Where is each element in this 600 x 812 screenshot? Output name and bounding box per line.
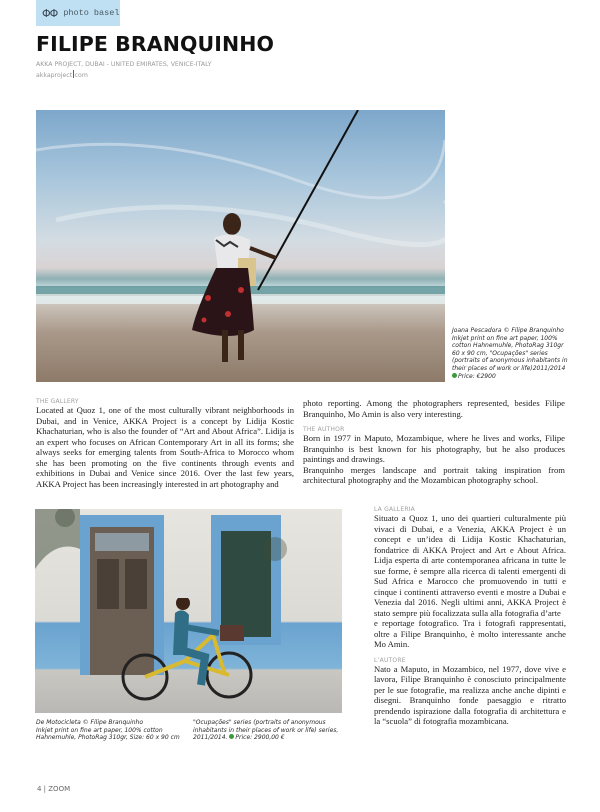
english-gallery-column	[36, 398, 294, 489]
photo-caption-de-motocicleta	[36, 719, 186, 742]
caption-line: inhabitants in their places of work or life) series,	[193, 726, 339, 734]
section-label-gallery: THE GALLERY	[36, 398, 79, 405]
caption-line: their places of work or life)2011/2014	[452, 364, 566, 372]
caption-line: Joana Pescadora © Filipe Branquinho	[452, 327, 564, 334]
caption-line: Inkjet print on fine art paper, 100%	[452, 334, 558, 342]
caption-line: De Motocicleta © Filipe Branquinho	[36, 719, 144, 726]
price: Price: 2900,00 €	[235, 734, 285, 742]
logo-text: photo basel	[63, 8, 120, 18]
price-line	[193, 734, 353, 742]
photo-caption-joana-pescadora	[452, 327, 594, 380]
caption-line: Hahnemuhle, PhotoRag 310gr, Size: 60 x 90 cm	[36, 734, 180, 742]
author-text-2: Branquinho merges landscape and portrait taking inspiration from architectural photography and the Mozambican photography school.	[303, 464, 565, 485]
caption-line: cotton Hahnemuhle, PhotoRag 310gr	[452, 342, 564, 350]
galleria-text-2: e reportage fotografico. Tra i fotografi rappresentati, oltre a Filipe Branquinho, è molto interessante anche Mo Amin.	[374, 618, 566, 649]
price-dot-icon	[229, 734, 234, 739]
italian-column	[374, 506, 566, 727]
url-name: akkaproject	[36, 72, 73, 79]
gallery-location: AKKA PROJECT, DUBAI - UNITED EMIRATES, VENICE-ITALY	[36, 61, 212, 68]
caption-line: 60 x 90 cm, "Ocupações" series	[452, 349, 548, 357]
section-label-galleria: LA GALLERIA	[374, 506, 415, 513]
galleria-text-1: Situato a Quoz 1, uno dei quartieri culturalmente più vivaci di Dubai, e a Venezia, AKKA Project è un concept e un’idea di Lidija Kostic Khachaturian, fondatrice di AKKA Project and Art e About Africa. Lidja esperta di arte contemporanea africana in tutte le sue forme, è sempre alla ricerca di talenti emergenti di Sud Africa e Marocco che promuovendo in tutti e cinque i continenti attraverso eventi e mostre a Dubai e Venezia dal 2016. Negli ultimi anni, AKKA Project è stato sempre più focalizzata sulla alla fotografia d’arte	[374, 513, 566, 618]
price-dot-icon	[452, 373, 457, 378]
section-label-author: THE AUTHOR	[303, 426, 345, 433]
price: Price: €2900	[458, 372, 496, 380]
gallery-text: Located at Quoz 1, one of the most culturally vibrant neighborhoods in Dubai, and in Venice, AKKA Project is a concept by Lidija Kostic Khachaturian, who is also the founder of “Art and About Africa”. Lidija is an expert who focuses on African Contemporary Art in all its forms; she always seeks for emerging talents from South-Africa to Morocco whom she has been promoting on the five continents through events and exhibitions in Dubai and Venice since 2016. Over the last few years, AKKA Project has been increasingly interested in art photography and	[36, 405, 294, 489]
caption-line: "Ocupações" series (portraits of anonymous	[193, 719, 326, 726]
english-author-column	[303, 398, 565, 486]
autore-text: Nato a Maputo, in Mozambico, nel 1977, dove vive e lavora, Filipe Branquinho è conosciuto principalmente per le sue fotografie, ma realizza anche anche dipinti e disegni. Branquinho fonde paesaggio e ritratto prendendo ispirazione dalla fotografia di architettura e la “scuola” di fotografia mozambicana.	[374, 663, 566, 726]
gallery-url	[36, 70, 88, 79]
page-number: 4 | ZOOM	[37, 785, 71, 793]
caption-line: (portraits of anonymous inhabitants in	[452, 357, 568, 365]
gallery-text-continued: photo reporting. Among the photographers represented, besides Filipe Branquinho, Mo Amin is also very interesting.	[303, 398, 565, 419]
caption-line: Inkjet print on fine art paper, 100% cotton	[36, 726, 163, 734]
page-title: FILIPE BRANQUINHO	[36, 32, 275, 56]
caption-line: 2011/2014.	[193, 734, 228, 742]
photo-joana-pescadora	[36, 110, 445, 382]
section-label-autore: L’AUTORE	[374, 656, 406, 664]
photo-caption-series	[193, 719, 353, 742]
photo-basel-logo	[36, 0, 120, 26]
photo-basel-logo-icon: ΦΦ	[42, 6, 58, 20]
author-text-1: Born in 1977 in Maputo, Mozambique, where he lives and works, Filipe Branquinho is best known for his photography, but he also produces paintings and drawings.	[303, 433, 565, 464]
price-line	[452, 373, 594, 381]
url-tld: com	[74, 72, 88, 79]
photo-de-motocicleta	[35, 509, 342, 713]
